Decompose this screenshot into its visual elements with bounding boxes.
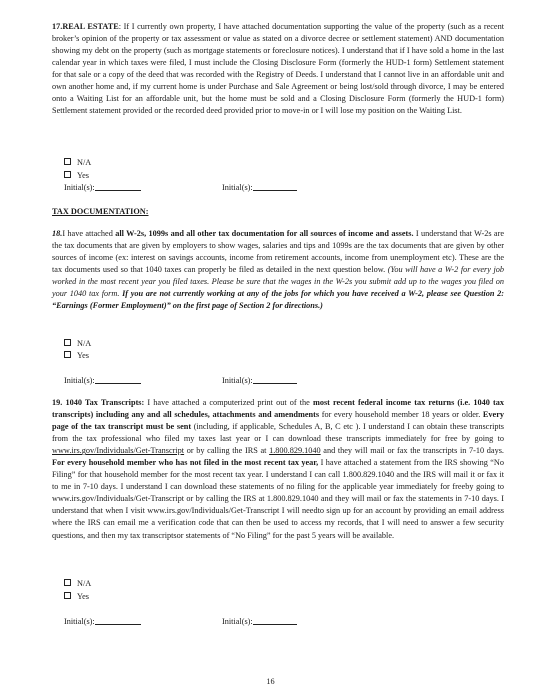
q18-option-yes[interactable]: Yes xyxy=(64,350,89,362)
q19-initials-1[interactable]: Initial(s): xyxy=(64,616,141,628)
q18-option-na[interactable]: N/A xyxy=(64,338,91,350)
q19-number: 19. xyxy=(52,398,63,407)
question-17 xyxy=(52,21,504,117)
q17-initials-2[interactable]: Initial(s): xyxy=(222,182,297,194)
checkbox-icon[interactable] xyxy=(64,579,71,586)
q17-number: 17. xyxy=(52,22,63,31)
initials-blank[interactable] xyxy=(253,616,297,625)
initials-blank[interactable] xyxy=(95,182,141,191)
q17-initials-1[interactable]: Initial(s): xyxy=(64,182,141,194)
q18-initials-1[interactable]: Initial(s): xyxy=(64,375,141,387)
initials-blank[interactable] xyxy=(253,375,297,384)
checkbox-icon[interactable] xyxy=(64,351,71,358)
checkbox-icon[interactable] xyxy=(64,158,71,165)
initials-blank[interactable] xyxy=(95,375,141,384)
q18-number: 18. xyxy=(52,229,63,238)
checkbox-icon[interactable] xyxy=(64,339,71,346)
checkbox-icon[interactable] xyxy=(64,171,71,178)
q18-initials-2[interactable]: Initial(s): xyxy=(222,375,297,387)
irs-transcript-link[interactable]: www.irs.gov/Individuals/Get-Transcript xyxy=(52,446,185,456)
initials-blank[interactable] xyxy=(253,182,297,191)
checkbox-icon[interactable] xyxy=(64,592,71,599)
q19-option-yes[interactable]: Yes xyxy=(64,591,89,603)
q17-title: REAL ESTATE xyxy=(62,22,119,31)
q19-initials-2[interactable]: Initial(s): xyxy=(222,616,297,628)
q17-option-yes[interactable]: Yes xyxy=(64,170,89,182)
q17-body: : If I currently own property, I have attached documentation supporting the value of the property (such as a recent broker’s opinion of the property or tax assessment or value as stated on a divorce decree or settlement statement) AND documentation showing my debt on the property (such as mortgage statements or foreclosure notices). I understand that if I have sold a home in the last calendar year in which taxes were filed, I must include the Closing Disclosure Form (formerly the HUD-1 form) Settlement statement for that sale or a copy of the deed that was recorded with the Registry of Deeds. I understand that I cannot live in an affordable unit and own another home and, if my current home is under Purchase and Sale Agreement or being lost/sold through divorce, I may be entered onto a Waiting List for an affordable unit, but the home must be sold and a Closing Disclosure Form (formerly the HUD-1 form) Settlement statement provided or the recorded deed provided prior to move-in or I will lose my position on the Waiting List. xyxy=(52,22,504,116)
irs-phone-link[interactable]: 1.800.829.1040 xyxy=(269,446,321,456)
question-18: 18.I have attached all W-2s, 1099s and all other tax documentation for all sources of income and assets. I understand that W-2s are the tax documents that are given by employers to show wages, salaries and tips and 1099s are the tax documents that are given by other sources of income (ex: interest on savings accounts, income from retirement accounts, income from unemployment etc). These are the tax documents used so that 1040 taxes can properly be filed as detailed in the next question below. (You will have a W-2 for every job worked in the most recent year you filed taxes. Please be sure that the wages in the W-2s you submit add up to the wages you filed on your 1040 tax form. If you are not currently working at any of the jobs for which you have received a W-2, please see Question 2: “Earnings (Former Employment)” on the first page of Section 2 for directions.) xyxy=(52,229,504,311)
q19-option-na[interactable]: N/A xyxy=(64,578,91,590)
page-number: 16 xyxy=(266,677,275,686)
question-19: 19. 1040 Tax Transcripts: I have attached a computerized print out of the most recent federal income tax returns (i.e. 1040 tax transcripts) including any and all schedules, attachments and amendments for every household member 18 years or older. Every page of the tax transcript must be sent (including, if applicable, Schedules A, B, C etc ). I understand I can obtain these transcripts from the tax professional who filed my taxes last year or I can download these transcripts immediately for free by going to www.irs.gov/Individuals/Get-Transcript or by calling the IRS at 1.800.829.1040 and they will mail or fax the transcripts in 7-10 days. For every household member who has not filed in the most recent tax year, I have attached a statement from the IRS showing “No Filing” for that household member for the most recent tax year. I understand I can call 1.800.829.1040 and the IRS will mail it or fax it to me in 7-10 days. I understand I can download these statements of no filing for the applicable year immediately for freeby going to www.irs.gov/Individuals/Get-Transcript or by calling the IRS at 1.800.829.1040 and they will mail or fax the statements in 7-10 days. I understand that when I visit www.irs.gov/Individuals/Get-Transcript I will needto sign up for an account by providing an email address where the IRS can email me a verification code that can then be used to access my records, that I will need to answer a few security questions, and then my tax transcriptsor statements of “No Filing” for the past 5 years will be available. xyxy=(52,398,505,540)
q17-option-na[interactable]: N/A xyxy=(64,157,91,169)
initials-blank[interactable] xyxy=(95,616,141,625)
section-heading: TAX DOCUMENTATION: xyxy=(52,207,149,216)
